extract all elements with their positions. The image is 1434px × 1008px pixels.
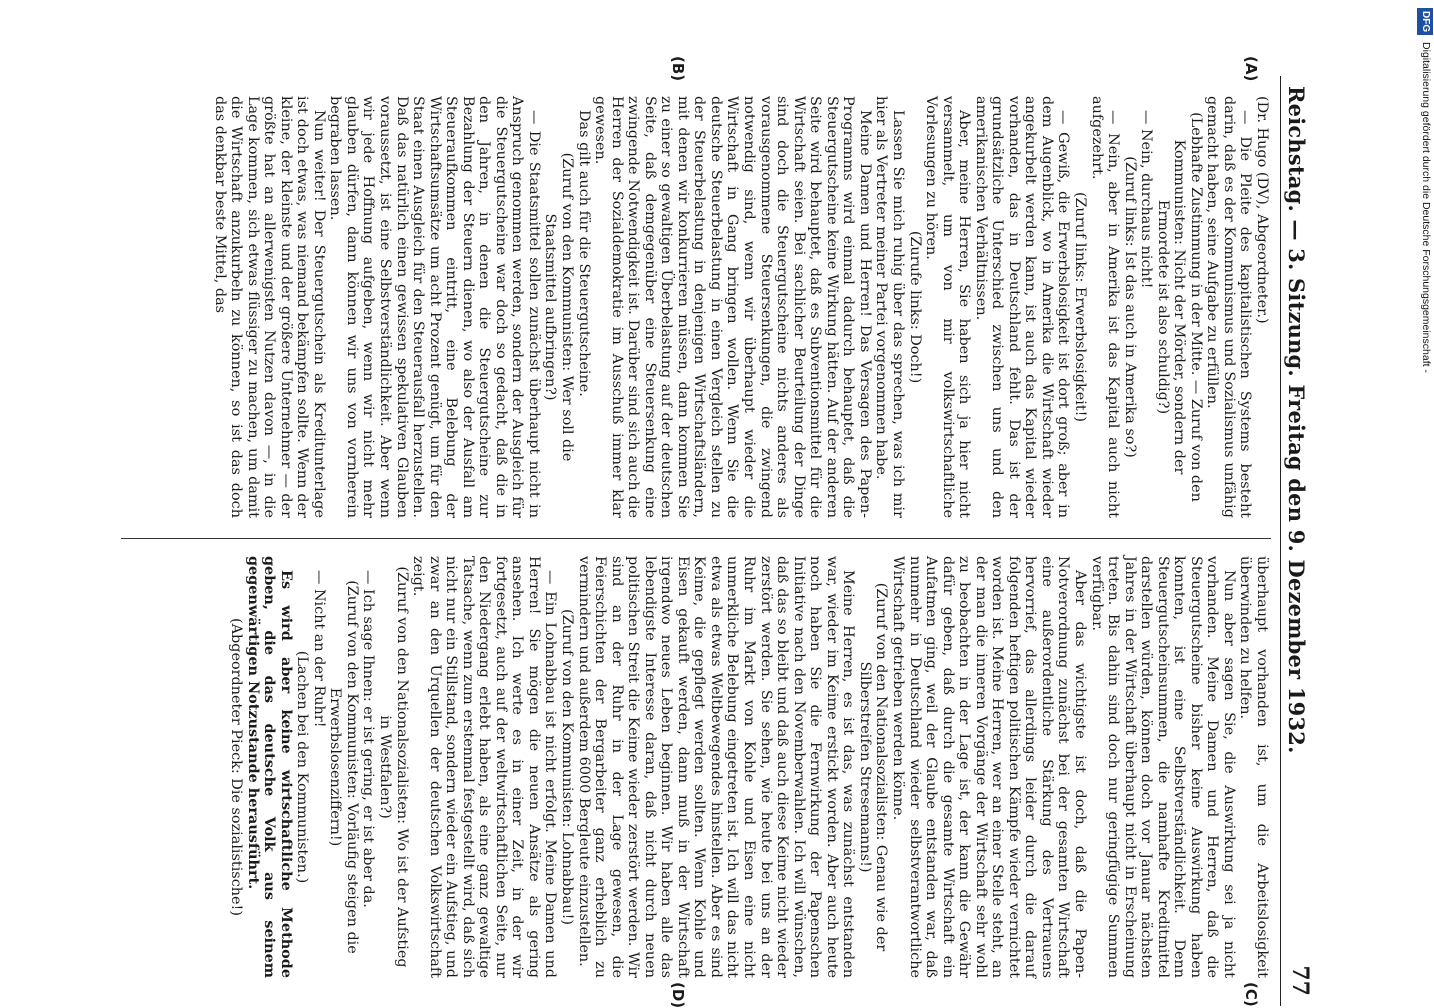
- paragraph: Nun aber sagen Sie, die Auswirkung sei ja nicht vorhanden. Meine Damen und Herren, daß die Steuergutscheine bisher keine Auswirkung haben konnten, ist eine Selbstverständlichkeit. Denn Steuergutscheinsummen, die namhafte Kreditmittel darstellen würden, können doch vor Januar nächsten Jahres in der Wirtschaft überhaupt nicht in Erscheinung treten. Bis dahin sind doch nur geringfügige Summen verfügbar.: [1088, 556, 1237, 978]
- margin-marker-b: (B): [669, 56, 687, 82]
- interjection: (Abgeordneter Pieck: Die sozialistische!): [228, 618, 245, 916]
- interjection: (Zuruf von den Nationalsozialisten: Wo ist der Aufstieg in Westfalen?): [377, 566, 410, 968]
- paragraph: Meine Herren, es ist das, was zunächst entstanden war, wieder im Keime erstickt worden. Aber auch heute noch haben Sie die Fernwirkung der Papenschen Initiative nach den Novemberwahlen. Ich will wünschen, daß das so bleibt und daß auch diese Keime nicht wieder zerstört werden. Sie sehen, wie heute bei uns an der Ruhr im Markt von Kohle und Eisen eine nicht unmerkliche Belebung eingetreten ist. Ich will das nicht etwa als etwas Weltbewegendes hinstellen. Aber es sind Keime, die gepflegt werden sollten. Wenn Kohle und Eisen gekauft werden, dann muß in der Wirtschaft irgendwo neues Leben beginnen. Wir haben alle das lebendigste Interesse daran, daß nicht durch neuen politischen Streit die Keime wieder zerstört werden. Wir sind an der Ruhr in der Lage gewesen, die Feierschichten der Bergarbeiter ganz erheblich zu vermindern und außerdem 6000 Bergleute einzustellen.: [575, 556, 857, 978]
- running-title: Reichstag. — 3. Sitzung. Freitag den 9. Dezember 1932.: [1284, 86, 1309, 754]
- paragraph: — Ein Lohnabbau ist nicht erfolgt. Meine Damen und Herren! Sie mögen die neuen Ansätze als gering ansehen. Ich werte es in einer Zeit, in der wir fortgesetzt, auch auf der weltwirtschaftlichen Seite, nur den Niedergang erlebt haben, als eine ganz gewaltige Tatsache, wenn zum erstenmal festgestellt wird, daß sich nicht nur ein Stillstand, sondern wieder ein Aufstieg, und zwar an den Urquellen der deutschen Volkswirtschaft zeigt.: [410, 556, 559, 978]
- interjection: (Zuruf von den Kommunisten: Wer soll die Staatsmittel aufbringen?): [542, 152, 576, 462]
- column-divider: [121, 538, 1271, 539]
- right-column: [228, 556, 1270, 978]
- running-header: [1281, 76, 1315, 1006]
- paragraph: — Ich sage Ihnen: er ist gering, er ist aber da.: [360, 570, 377, 908]
- interjection: (Lachen bei den Kommunisten.): [294, 650, 311, 884]
- paragraph: — Nein, durchaus nicht!: [1138, 110, 1155, 289]
- paragraph: — Die Staatsmittel sollen zunächst überhaupt nicht in Anspruch genommen werden, sondern der Ausgleich für die Steuergutscheine war doch so gedacht, daß die in den Jahren, in denen die Steuergutscheine zur Bezahlung der Steuern dienen, wo also der Ausfall am Steueraufkommen eintritt, eine Belebung der Wirtschaftsumsätze um acht Prozent genügt, um für den Staat einen Ausgleich für den Steuerausfall herzustellen. Daß das natürlich einen gewissen spekulativen Glauben voraussetzt, ist eine Selbstverständlichkeit. Aber wenn wir jede Hoffnung aufgeben, wenn wir nicht mehr glauben dürfen, dann können wir uns von vornherein begraben lassen.: [327, 96, 542, 518]
- rotated-page: [95, 56, 1315, 1008]
- paragraph: Es wird aber keine wirtschaftliche Methode geben, die das deutsche Volk aus seinem gegenwärtigen Notzustande herausführt.: [244, 556, 295, 978]
- interjection: (Lebhafte Zustimmung in der Mitte. — Zuruf von den Kommunisten: Nicht der Mörder, sondern der Ermordete ist also schuldig?): [1154, 112, 1204, 502]
- interjection: (Zurufe links: Doch!): [906, 230, 923, 384]
- paragraph: Das gilt auch für die Steuergutscheine.: [575, 110, 592, 397]
- speaker-line: (Dr. Hugo (DV), Abgeordneter.): [1254, 96, 1270, 324]
- paragraph: Lassen Sie mich ruhig über das sprechen, was ich mir hier als Vertreter meiner Partei vorgenommen habe.: [873, 96, 906, 518]
- margin-marker-c: (C): [1242, 982, 1260, 1007]
- paragraph: — Nein, aber in Amerika ist das Kapital auch nicht aufgezehrt.: [1088, 96, 1122, 518]
- paragraph: Meine Damen und Herren! Das Versagen des Papen-Programms wird einmal dadurch behauptet, daß die Steuergutscheine keine Wirkung hätten. Auf der anderen Seite wird behauptet, daß es Subventionsmittel für die Wirtschaft seien. Bei sachlicher Beurteilung der Dinge sind doch die Steuergutscheine nichts anderes als vorausgenommene Steuersenkungen, die zwingend notwendig sind, wenn wir überhaupt wieder die Wirtschaft in Gang bringen wollen. Wenn Sie die deutsche Steuerbelastung in einen Vergleich stellen zu der Steuerbelastung in denjenigen Wirtschaftsländern, mit denen wir konkurrieren müssen, dann kommen Sie zu einer so gewaltigen Überbelastung auf der deutschen Seite, daß demgegenüber eine Steuersenkung eine zwingende Notwendigkeit ist. Darüber sind sich auch die Herren der Sozialdemokratie im Ausschuß immer klar gewesen.: [592, 96, 873, 518]
- paragraph: überhaupt vorhanden ist, um die Arbeitslosigkeit überwinden zu helfen.: [1237, 556, 1270, 978]
- interjection: (Zuruf links: Ist das auch in Amerika so?): [1121, 156, 1138, 458]
- paragraph: — Gewiß, die Erwerbslosigkeit ist dort groß; aber in dem Augenblick, wo in Amerika die Wirtschaft wieder angekurbelt werden kann, ist auch das Kapital wieder vorhanden, das in Deutschland fehlt. Das ist der grundsätzliche Unterschied zwischen uns und den amerikanischen Verhältnissen.: [972, 96, 1072, 518]
- margin-marker-d: (D): [669, 982, 687, 1008]
- dfg-stamp: [1418, 8, 1434, 658]
- dfg-stamp-text: Digitalisierung gefördert durch die Deutsche Forschungsgemeinschaft -: [1420, 42, 1432, 373]
- paragraph: Nun weiter! Der Steuergutschein als Kreditunterlage ist doch etwas, was niemand bekämpfen sollte. Wenn der kleine, der kleinste und der größere Unternehmer — der größte hat an allerwenigsten Nutzen davon —, in die Lage kommen, sich etwas flüssiger zu machen, um damit die Wirtschaft anzukurbeln zu können, so ist das doch das denkbar beste Mittel, das: [211, 96, 327, 518]
- dfg-logo: DFG: [1417, 8, 1433, 35]
- paragraph: Aber das wichtigste ist doch, daß die Papen-Notverordnung zunächst bei der gesamten Wirtschaft eine außerordentliche Stärkung des Vertrauens hervorrief, das allerdings leider durch die darauf folgenden heftigen politischen Kämpfe wieder vernichtet worden ist. Meine Herren, wer an einer Stelle steht, an der man die inneren Vorgänge der Wirtschaft sehr wohl zu beobachten in der Lage ist, der kann die Gewähr dafür geben, daß durch die gesamte Wirtschaft ein Aufatmen ging, weil der Glaube entstanden war, daß nunmehr in Deutschland wieder selbstverantwortliche Wirtschaft getrieben werden könne.: [889, 556, 1088, 978]
- interjection: (Zuruf von den Kommunisten: Lohnabbau!): [559, 609, 576, 925]
- header-rule: [1280, 76, 1281, 1006]
- margin-marker-a: (A): [1242, 56, 1260, 82]
- interjection: (Zuruf von den Kommunisten: Vorläufig steigen die Erwerbslosenziffern!): [327, 580, 360, 954]
- paragraph: — Die Pleite des kapitalistischen Systems besteht darin, daß es der Kommunismus und Sozialismus unfähig gemacht haben, seine Aufgabe zu erfüllen.: [1204, 96, 1254, 518]
- interjection: (Zuruf von den Nationalsozialisten: Genau wie der Silberstreifen Stresemanns!): [856, 582, 890, 952]
- paragraph: Aber, meine Herren, Sie haben sich ja hier nicht versammelt, um von mir volkswirtschaftliche Vorlesungen zu hören.: [923, 96, 973, 518]
- page-number: 77: [1287, 965, 1313, 996]
- interjection: (Zuruf links: Erwerbslosigkeit!): [1071, 191, 1088, 423]
- left-column: [211, 96, 1270, 518]
- paragraph: — Nicht an der Ruhr!: [310, 570, 327, 728]
